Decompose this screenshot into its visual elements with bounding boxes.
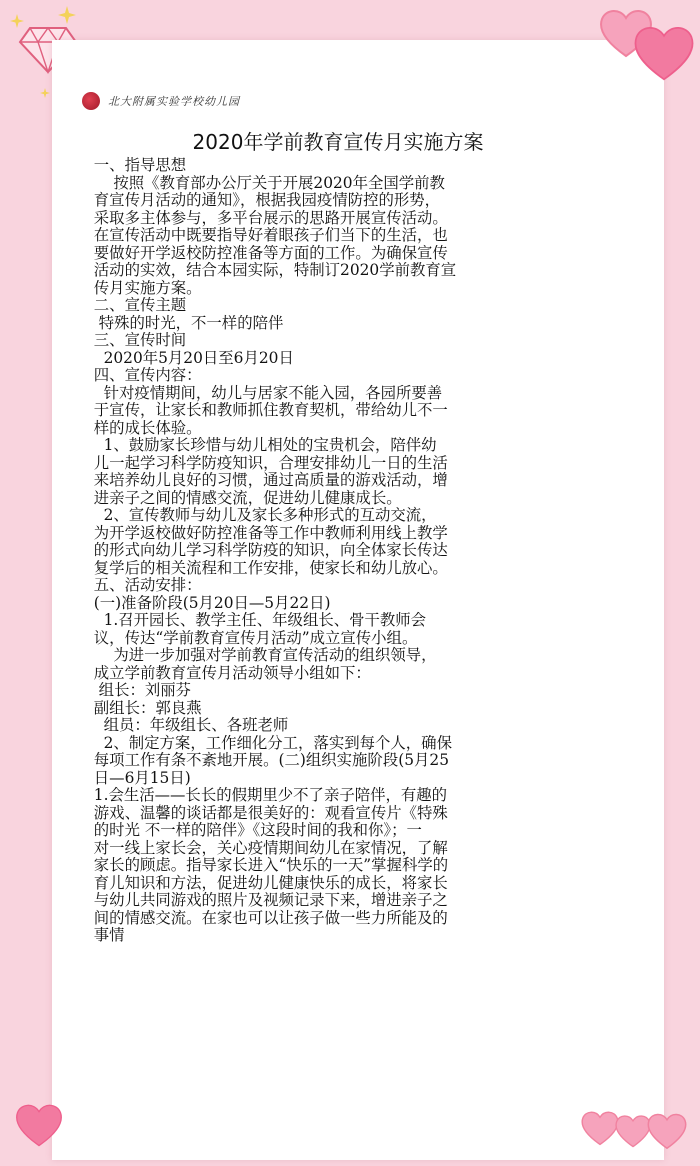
document-line: 要做好开学返校防控准备等方面的工作。为确保宣传 [84,243,448,262]
document-line: 1.会生活——长长的假期里少不了亲子陪伴，有趣的 [84,786,448,804]
document-line: 为进一步加强对学前教育宣传活动的组织领导， [84,646,437,664]
document-line: 在宣传活动中既要指导好着眼孩子们当下的生活，也 [84,226,448,244]
document-line: 于宣传，让家长和教师抓住教育契机，带给幼儿不一 [84,401,448,419]
document-line: 儿一起学习科学防疫知识，合理安排幼儿一日的生活 [84,453,448,472]
document-line: 的形式向幼儿学习科学防疫的知识，向全体家长传达 [84,541,448,559]
document-line: 三、宣传时间 [84,331,187,349]
document-line: 2、制定方案，工作细化分工，落实到每个人，确保 [84,733,452,752]
document-lines [84,157,572,945]
sparkle-icon [58,6,76,24]
document-line: 组员：年级组长、各班老师 [84,716,289,734]
document-line: 的时光 不一样的陪伴》《这段时间的我和你》；一 [84,821,422,839]
document-line: 育儿知识和方法，促进幼儿健康快乐的成长，将家长 [84,873,448,892]
document-line: 复学后的相关流程和工作安排，使家长和幼儿放心。 [84,558,448,577]
document-body [84,128,572,945]
heart-icon [14,1100,64,1150]
document-line: 活动的实效，结合本园实际，特制订2020学前教育宣 [84,261,457,279]
document-line: 日—6月15日) [84,768,191,787]
document-line: 采取多主体参与，多平台展示的思路开展宣传活动。 [84,208,448,227]
document-line: 按照《教育部办公厅关于开展2020年全国学前教 [84,173,445,192]
document-line: 与幼儿共同游戏的照片及视频记录下来，增进亲子之 [84,891,448,909]
document-line: 副组长：郭良燕 [84,698,202,717]
document-line: 1、鼓励家长珍惜与幼儿相处的宝贵机会，陪伴幼 [84,436,437,454]
school-logo [82,92,100,110]
document-line: 成立学前教育宣传月活动领导小组如下： [84,663,371,682]
document-line: 每项工作有条不紊地开展。(二)组织实施阶段(5月25 [84,751,449,769]
document-line: 四、宣传内容： [84,366,202,384]
heart-icon [646,1110,688,1152]
document-line: 事情 [84,926,125,944]
document-line: 对一线上家长会，关心疫情期间幼儿在家情况，了解 [84,838,448,857]
document-line: 来培养幼儿良好的习惯，通过高质量的游戏活动，增 [84,471,448,489]
document-line: 一、指导思想 [84,156,187,174]
document-title: 2020年学前教育宣传月实施方案 [192,130,484,154]
sparkle-icon [40,88,50,98]
sparkle-icon [10,14,24,28]
document-line: 为开学返校做好防控准备等工作中教师利用线上教学 [84,523,448,542]
document-line: 育宣传月活动的通知》，根据我园疫情防控的形势， [84,191,441,209]
school-name: 北大附属实验学校幼儿园 [108,95,240,108]
document-line: 议，传达“学前教育宣传月活动”成立宣传小组。 [84,628,418,647]
document-line: 2020年5月20日至6月20日 [84,348,294,367]
heart-icon [632,22,696,84]
document-line: 特殊的时光，不一样的陪伴 [84,313,284,332]
document-line: 针对疫情期间，幼儿与居家不能入园，各园所要善 [84,383,443,402]
document-line: 间的情感交流。在家也可以让孩子做一些力所能及的 [84,908,448,927]
document-line: 二、宣传主题 [84,296,187,314]
document-line: 传月实施方案。 [84,278,202,297]
document-line: 家长的顾虑。指导家长进入“快乐的一天”掌握科学的 [84,856,449,874]
document-line: 2、宣传教师与幼儿及家长多种形式的互动交流， [84,506,437,524]
document-line: 游戏、温馨的谈话都是很美好的：观看宣传片《特殊 [84,803,448,822]
document-line: 样的成长体验。 [84,418,202,437]
document-line: 1.召开园长、教学主任、年级组长、骨干教师会 [84,611,427,629]
document-line: 组长：刘丽芬 [84,681,192,699]
document-line: (一)准备阶段(5月20日—5月22日) [84,593,331,612]
document-line: 五、活动安排： [84,576,202,594]
school-header [82,90,240,112]
document-line: 进亲子之间的情感交流，促进幼儿健康成长。 [84,488,402,507]
